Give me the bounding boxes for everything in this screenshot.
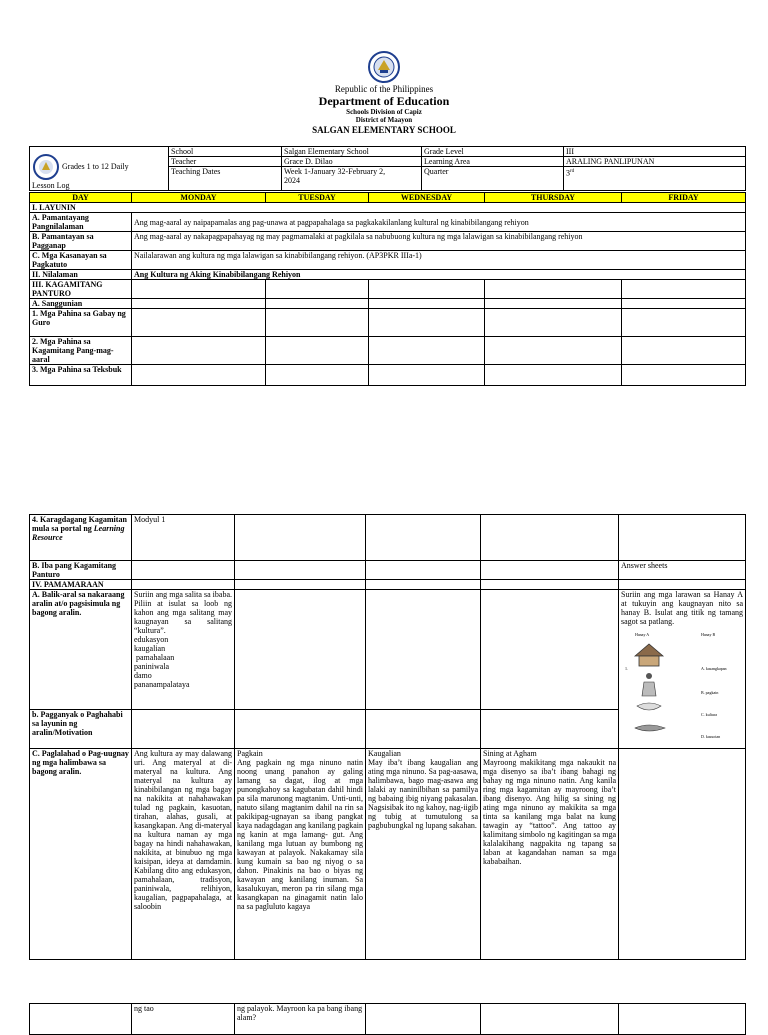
- department-title: Department of Education: [318, 94, 450, 108]
- hanay-b-item-3: C. kultura: [701, 712, 717, 717]
- hanay-num-1: 1.: [625, 666, 628, 671]
- continuation-table: [29, 1003, 746, 1035]
- deped-seal-icon: [359, 50, 409, 83]
- friday-label: FRIDAY: [622, 193, 746, 203]
- grade-label: Grade Level: [422, 147, 564, 157]
- quarter-label: Quarter: [422, 167, 564, 191]
- hanay-b-label: Hanay B: [701, 632, 716, 637]
- modyul-cell: Modyul 1: [132, 515, 235, 561]
- paglalahad-wednesday: Kaugalian May iba’t ibang kaugalian ang ating mga ninuno. Sa pag-aasawa, halimbawa, bago mag-asawa ang lalaki ay naninilbihan sa pamilya ng babaing ibig niyang pakasalan. Nagsisibak ito ng kahoy, nag-iigib ng tubig at tumutulong sa pagbubungkal ng lupang sakahan.: [366, 749, 481, 960]
- layunin-heading: I. LAYUNIN: [30, 203, 746, 213]
- monday-label: MONDAY: [132, 193, 266, 203]
- balik-aral-monday: Suriin ang mga salita sa ibaba. Piliin at isulat sa loob ng kahon ang mga salitang may kaugnayan sa salitang “kultura”. edukasyon kaugalian pamahalaan paniniwala damo pananampalataya: [132, 590, 235, 710]
- kasanayan-text: Nailalarawan ang kultura ng mga lalawigan sa kinabibilangang rehiyon. (AP3PKR IIIa-1): [132, 251, 746, 270]
- republic-text: Republic of the Philippines: [334, 84, 434, 94]
- deped-small-seal-icon: [32, 153, 60, 181]
- district-text: District of Maayon: [355, 116, 413, 124]
- day-label: DAY: [30, 193, 132, 203]
- thursday-label: THURSDAY: [485, 193, 622, 203]
- school-title: SALGAN ELEMENTARY SCHOOL: [312, 125, 456, 135]
- pagganyak-label: b. Pagganyak o Paghahabi sa layunin ng aralin/Motivation: [30, 709, 132, 748]
- area-value: ARALING PANLIPUNAN: [564, 157, 746, 167]
- karagdagang-label: 4. Karagdagang Kagamitan mula sa portal ng Learning Resource: [30, 515, 132, 561]
- day-header-row: [30, 193, 746, 203]
- matching-activity: [621, 630, 743, 748]
- school-label: School: [169, 147, 282, 157]
- pamantayang-label: A. Pamantayang Pangnilalaman: [30, 213, 132, 232]
- log-title-2: Lesson Log: [32, 181, 70, 190]
- log-title: Grades 1 to 12 Daily: [62, 161, 129, 171]
- division-text: Schools Division of Capiz: [346, 108, 422, 116]
- sanggunian-label: A. Sanggunian: [30, 299, 132, 309]
- pamantayang-text: Ang mag-aaral ay naipapamalas ang pag-unawa at pagpapahalaga sa pagkakakilanlang kultural ng kinabibilangang rehiyon: [132, 213, 746, 232]
- pagganap-text: Ang mag-aaral ay nakapagpapahayag ng may pagmamalaki at pagkilala sa nabubuong kultura ng mga lalawigan sa kinabibilangang rehiyon: [132, 232, 746, 251]
- hanay-b-item-1: A. kasangkapan: [701, 666, 727, 671]
- wednesday-label: WEDNESDAY: [369, 193, 485, 203]
- hanay-b-item-4: D. kasuotan: [701, 734, 721, 739]
- pagganap-label: B. Pamantayan sa Pagganap: [30, 232, 132, 251]
- teacher-label: Teacher: [169, 157, 282, 167]
- hanay-a-label: Hanay A: [635, 632, 650, 637]
- tuesday-label: TUESDAY: [266, 193, 369, 203]
- paglalahad-label: C. Paglalahad o Pag-uugnay ng mga halimbawa sa bagong aralin.: [30, 749, 132, 960]
- paglalahad-monday: Ang kultura ay may dalawang uri. Ang materyal at di-materyal na kultura. Ang materyal na kultura ay kinabibilangan ng mga bagay na nakikita at nahahawakan tulad ng pagkain, kasuotan, tirahan, alahas, gusali, at kasangkapan. Ang di-materyal na kultura naman ay mga bagay na hindi nahahawakan, nakikita, at binubuo ng mga kaisipan, ideya at damdamin. Kabilang dito ang edukasyon, pamahalaan, tradisyon, paniniwala, relihiyon, kaugalian, pagpapahalaga, at saloobin: [132, 749, 235, 960]
- procedure-table: [29, 514, 746, 960]
- dates-value: Week 1-January 32-February 2, 2024: [282, 167, 422, 191]
- log-title-cell: [30, 147, 169, 191]
- dates-label: Teaching Dates: [169, 167, 282, 191]
- quarter-value: 3rd: [564, 167, 746, 191]
- teksbuk-label: 3. Mga Pahina sa Teksbuk: [30, 365, 132, 386]
- grade-value: III: [564, 147, 746, 157]
- iba-pang-label: B. Iba pang Kagamitang Panturo: [30, 561, 132, 580]
- nilalaman-label: II. Nilalaman: [30, 270, 132, 280]
- kagamitang-pang-mag-aaral-label: 2. Mga Pahina sa Kagamitang Pang-mag-aaral: [30, 337, 132, 365]
- kasanayan-label: C. Mga Kasanayan sa Pagkatuto: [30, 251, 132, 270]
- continuation-monday: ng tao: [132, 1004, 235, 1035]
- area-label: Learning Area: [422, 157, 564, 167]
- hanay-b-item-2: B. pagkain: [701, 690, 719, 695]
- info-table: [29, 146, 746, 191]
- paglalahad-thursday: Sining at Agham Mayroong makikitang mga nakaukit na mga disenyo sa iba’t ibang bahagi ng bahay ng mga ninuno natin. Ang kanila ring mga kagamitan ay mayroong iba’t ibang disenyo. Ang hilig sa sining ng ating mga ninuno ay makikita sa mga tinta sa kanilang mga balat na kung tawagin ay “tattoo”. Ang tattoo ay kalimitang simbolo ng kagitingan sa mga kalalakihang nagpakita ng tapang sa laban at kagandahan naman sa mga kababaihan.: [481, 749, 619, 960]
- continuation-tuesday: ng palayok. Mayroon ka pa bang ibang alam?: [235, 1004, 366, 1035]
- paglalahad-tuesday: Pagkain Ang pagkain ng mga ninuno natin noong unang panahon ay galing lamang sa dagat, ilog at mga punongkahoy sa kagubatan dahil hindi pa sila marunong magtanim. Unti-unti, natuto silang magtanim dahil na rin sa pakikipag-ugnayan sa ibang pangkat kaya nadagdagan ang kanilang pagkain ng kanin at mga lamang- gut. Ang kanilang mga lutuan ay bumbong ng kawayan at palayok. Nakakamay sila kung kumain sa bao ng niyog o sa dahon. Pinakinis na bao o biyas ng kawayan ang kanilang inuman. Sa kasalukuyan, meron pa rin silang mga kasangkapan na ginagamit natin lalo na sa pagluluto kagaya: [235, 749, 366, 960]
- balik-aral-label: A. Balik-aral sa nakaraang aralin at/o pagsisimula ng bagong aralin.: [30, 590, 132, 710]
- objectives-table: [29, 192, 746, 386]
- teacher-value: Grace D. Dilao: [282, 157, 422, 167]
- answer-sheets-cell: Answer sheets: [619, 561, 746, 580]
- balik-aral-friday: Suriin ang mga larawan sa Hanay A at tukuyin ang kaugnayan nito sa hanay B. Isulat ang titik ng tamang sagot sa patlang. Hanay A Hanay B 1. A. kasangkapan B. pagkain C. kultura D. kasuotan: [619, 590, 746, 749]
- pamamaraan-heading: IV. PAMAMARAAN: [30, 580, 132, 590]
- gabay-label: 1. Mga Pahina sa Gabay ng Guro: [30, 309, 132, 337]
- school-value: Salgan Elementary School: [282, 147, 422, 157]
- nilalaman-text: Ang Kultura ng Aking Kinabibilangang Rehiyon: [132, 270, 746, 280]
- hanay-a-pictures-icon: [629, 640, 669, 745]
- kagamitang-heading: III. KAGAMITANG PANTURO: [30, 280, 132, 299]
